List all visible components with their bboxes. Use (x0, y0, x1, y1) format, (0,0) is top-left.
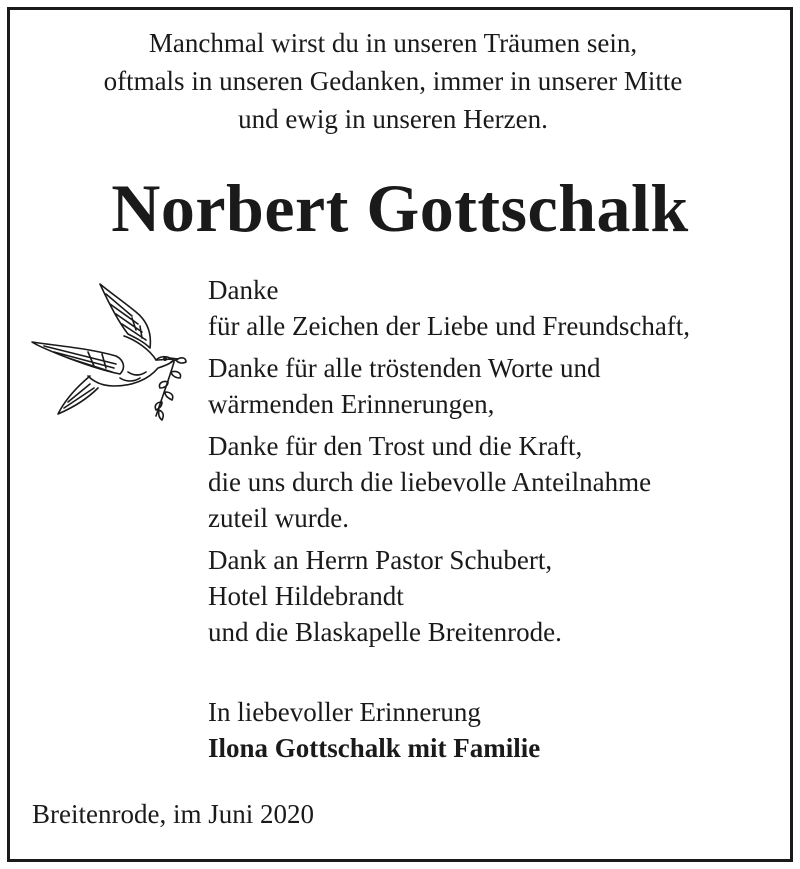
thanks-text (208, 272, 690, 650)
thanks-line: wärmenden Erinnerungen, (208, 389, 495, 419)
motto-line: und ewig in unseren Herzen. (238, 104, 548, 134)
thanks-line: zuteil wurde. (208, 503, 349, 533)
place-date: Breitenrode, im Juni 2020 (32, 799, 314, 829)
thanks-line: und die Blaskapelle Breitenrode. (208, 617, 562, 647)
closing-intro: In liebevoller Erinnerung (208, 697, 481, 727)
motto-line: Manchmal wirst du in unseren Träumen sein, (148, 28, 638, 58)
thanks-line: Danke (208, 275, 279, 305)
thanks-line: Dank an Herrn Pastor Schubert, (208, 545, 553, 575)
thanks-paragraph (208, 272, 690, 344)
thanks-line: Hotel Hildebrandt (208, 581, 404, 611)
thanks-line: Danke für den Trost und die Kraft, (208, 431, 583, 461)
family-signature: Ilona Gottschalk mit Familie (208, 733, 541, 763)
thanks-paragraph (208, 428, 690, 536)
deceased-name: Norbert Gottschalk (111, 170, 689, 246)
closing-block (208, 694, 540, 766)
thanks-line: Danke für alle tröstenden Worte und (208, 353, 601, 383)
motto-verse (0, 24, 786, 138)
thanks-line: für alle Zeichen der Liebe und Freundschaft, (208, 311, 691, 341)
dove-icon (28, 276, 193, 426)
thanks-line: die uns durch die liebevolle Anteilnahme (208, 467, 652, 497)
thanks-paragraph (208, 542, 690, 650)
thanks-paragraph (208, 350, 690, 422)
motto-line: oftmals in unseren Gedanken, immer in unserer Mitte (103, 66, 683, 96)
